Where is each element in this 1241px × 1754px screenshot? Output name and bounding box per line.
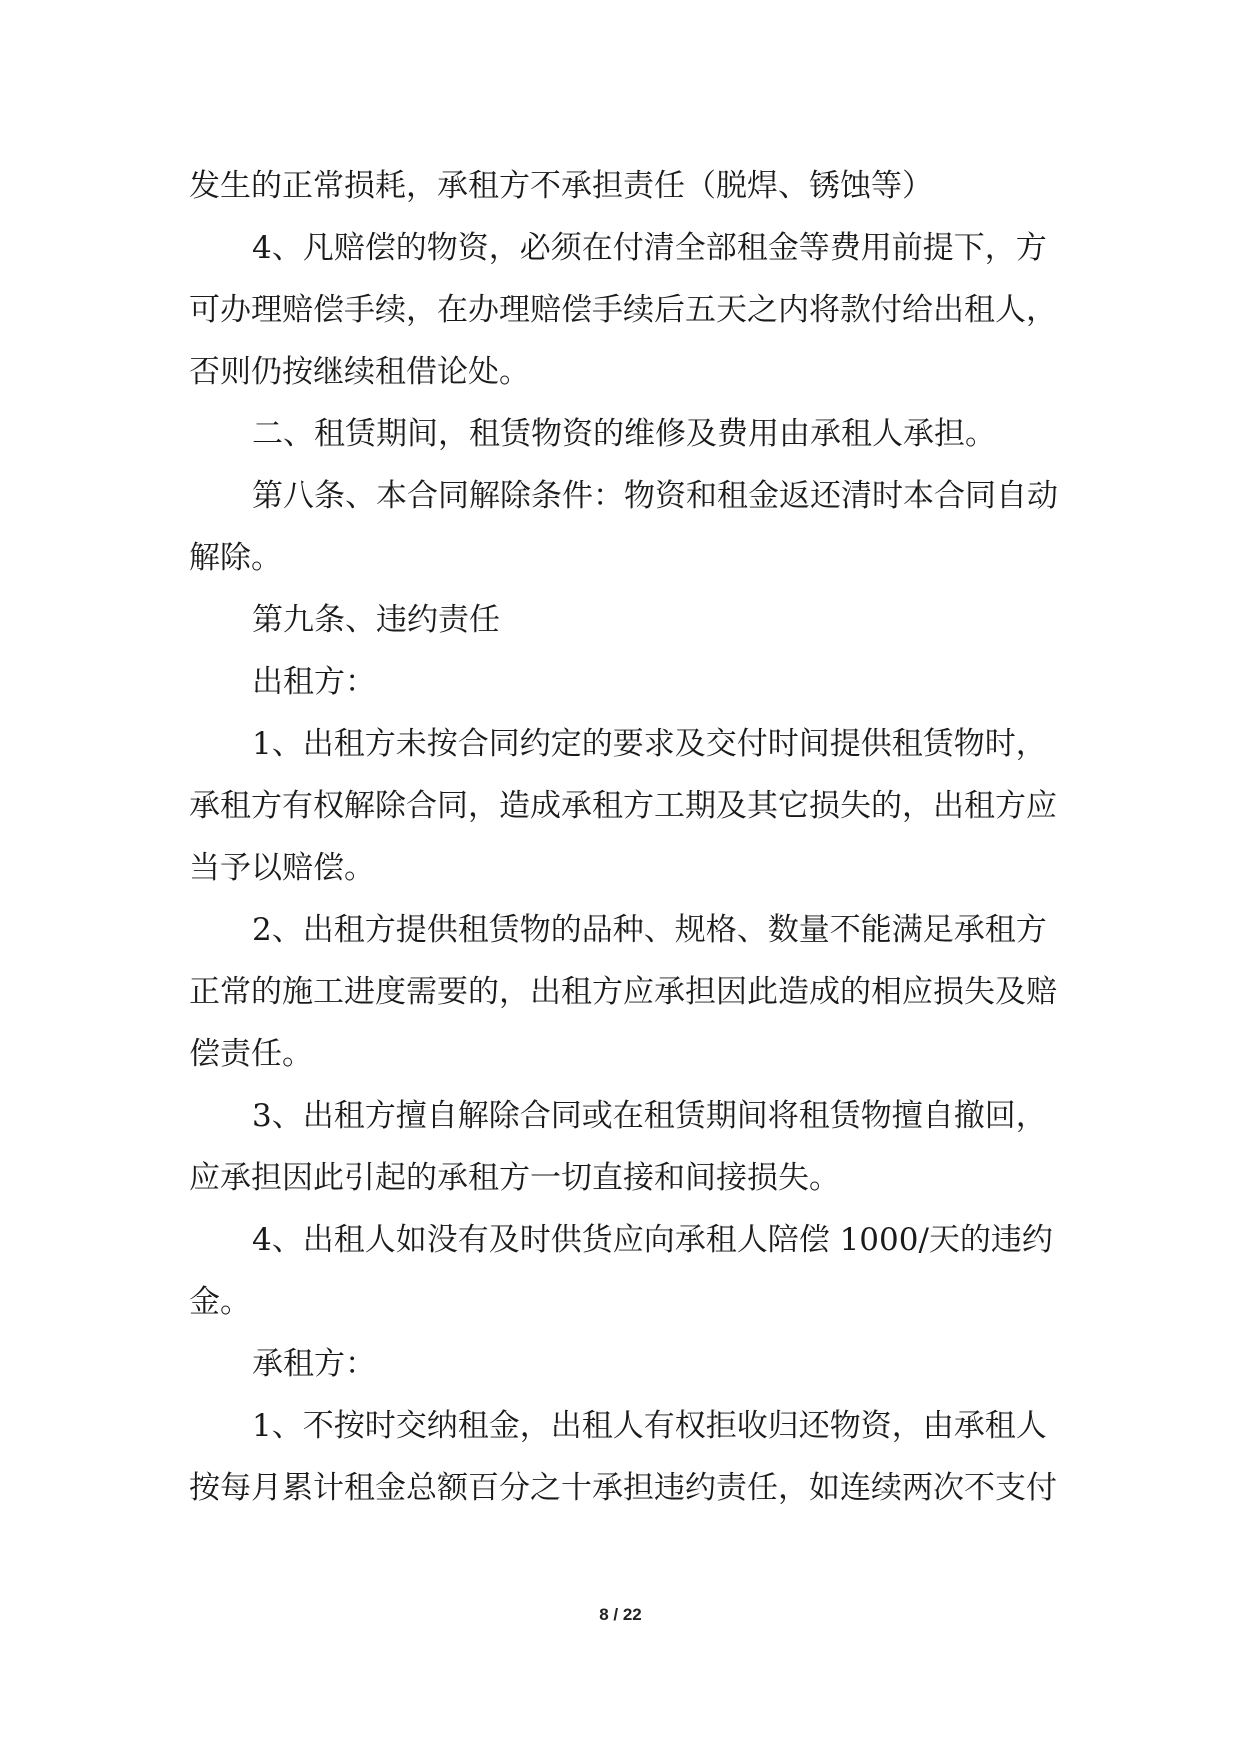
text-line: 偿责任。 (189, 1036, 313, 1072)
text-line: 4、凡赔偿的物资，必须在付清全部租金等费用前提下，方 (252, 230, 1047, 266)
text-line: 1、出租方未按合同约定的要求及交付时间提供租赁物时， (252, 726, 1047, 762)
text-line: 解除。 (189, 540, 282, 576)
text-line: 3、出租方擅自解除合同或在租赁期间将租赁物擅自撤回， (252, 1098, 1047, 1134)
text-line: 承租方有权解除合同，造成承租方工期及其它损失的，出租方应 (189, 788, 1057, 824)
text-line: 应承担因此引起的承租方一切直接和间接损失。 (189, 1160, 840, 1196)
text-line: 4、出租人如没有及时供货应向承租人陪偿 1000/天的违约 (252, 1222, 1053, 1258)
text-line: 金。 (189, 1284, 251, 1320)
subsection-heading: 出租方： (252, 664, 376, 700)
text-line: 发生的正常损耗，承租方不承担责任（脱焊、锈蚀等） (189, 168, 933, 204)
text-line: 2、出租方提供租赁物的品种、规格、数量不能满足承租方 (252, 912, 1047, 948)
text-line: 否则仍按继续租借论处。 (189, 354, 530, 390)
text-line: 1、不按时交纳租金，出租人有权拒收归还物资，由承租人 (252, 1408, 1047, 1444)
text-line: 可办理赔偿手续，在办理赔偿手续后五天之内将款付给出租人， (189, 292, 1057, 328)
text-line: 正常的施工进度需要的，出租方应承担因此造成的相应损失及赔 (189, 974, 1057, 1010)
text-line: 按每月累计租金总额百分之十承担违约责任，如连续两次不支付 (189, 1470, 1057, 1506)
page-number: 8 / 22 (599, 1605, 642, 1624)
text-line: 第八条、本合同解除条件：物资和租金返还清时本合同自动 (252, 478, 1058, 514)
subsection-heading: 承租方： (252, 1346, 376, 1382)
section-heading: 第九条、违约责任 (252, 602, 500, 638)
text-line: 当予以赔偿。 (189, 850, 375, 886)
document-body (189, 155, 1059, 1519)
text-line: 二、租赁期间，租赁物资的维修及费用由承租人承担。 (252, 416, 996, 452)
